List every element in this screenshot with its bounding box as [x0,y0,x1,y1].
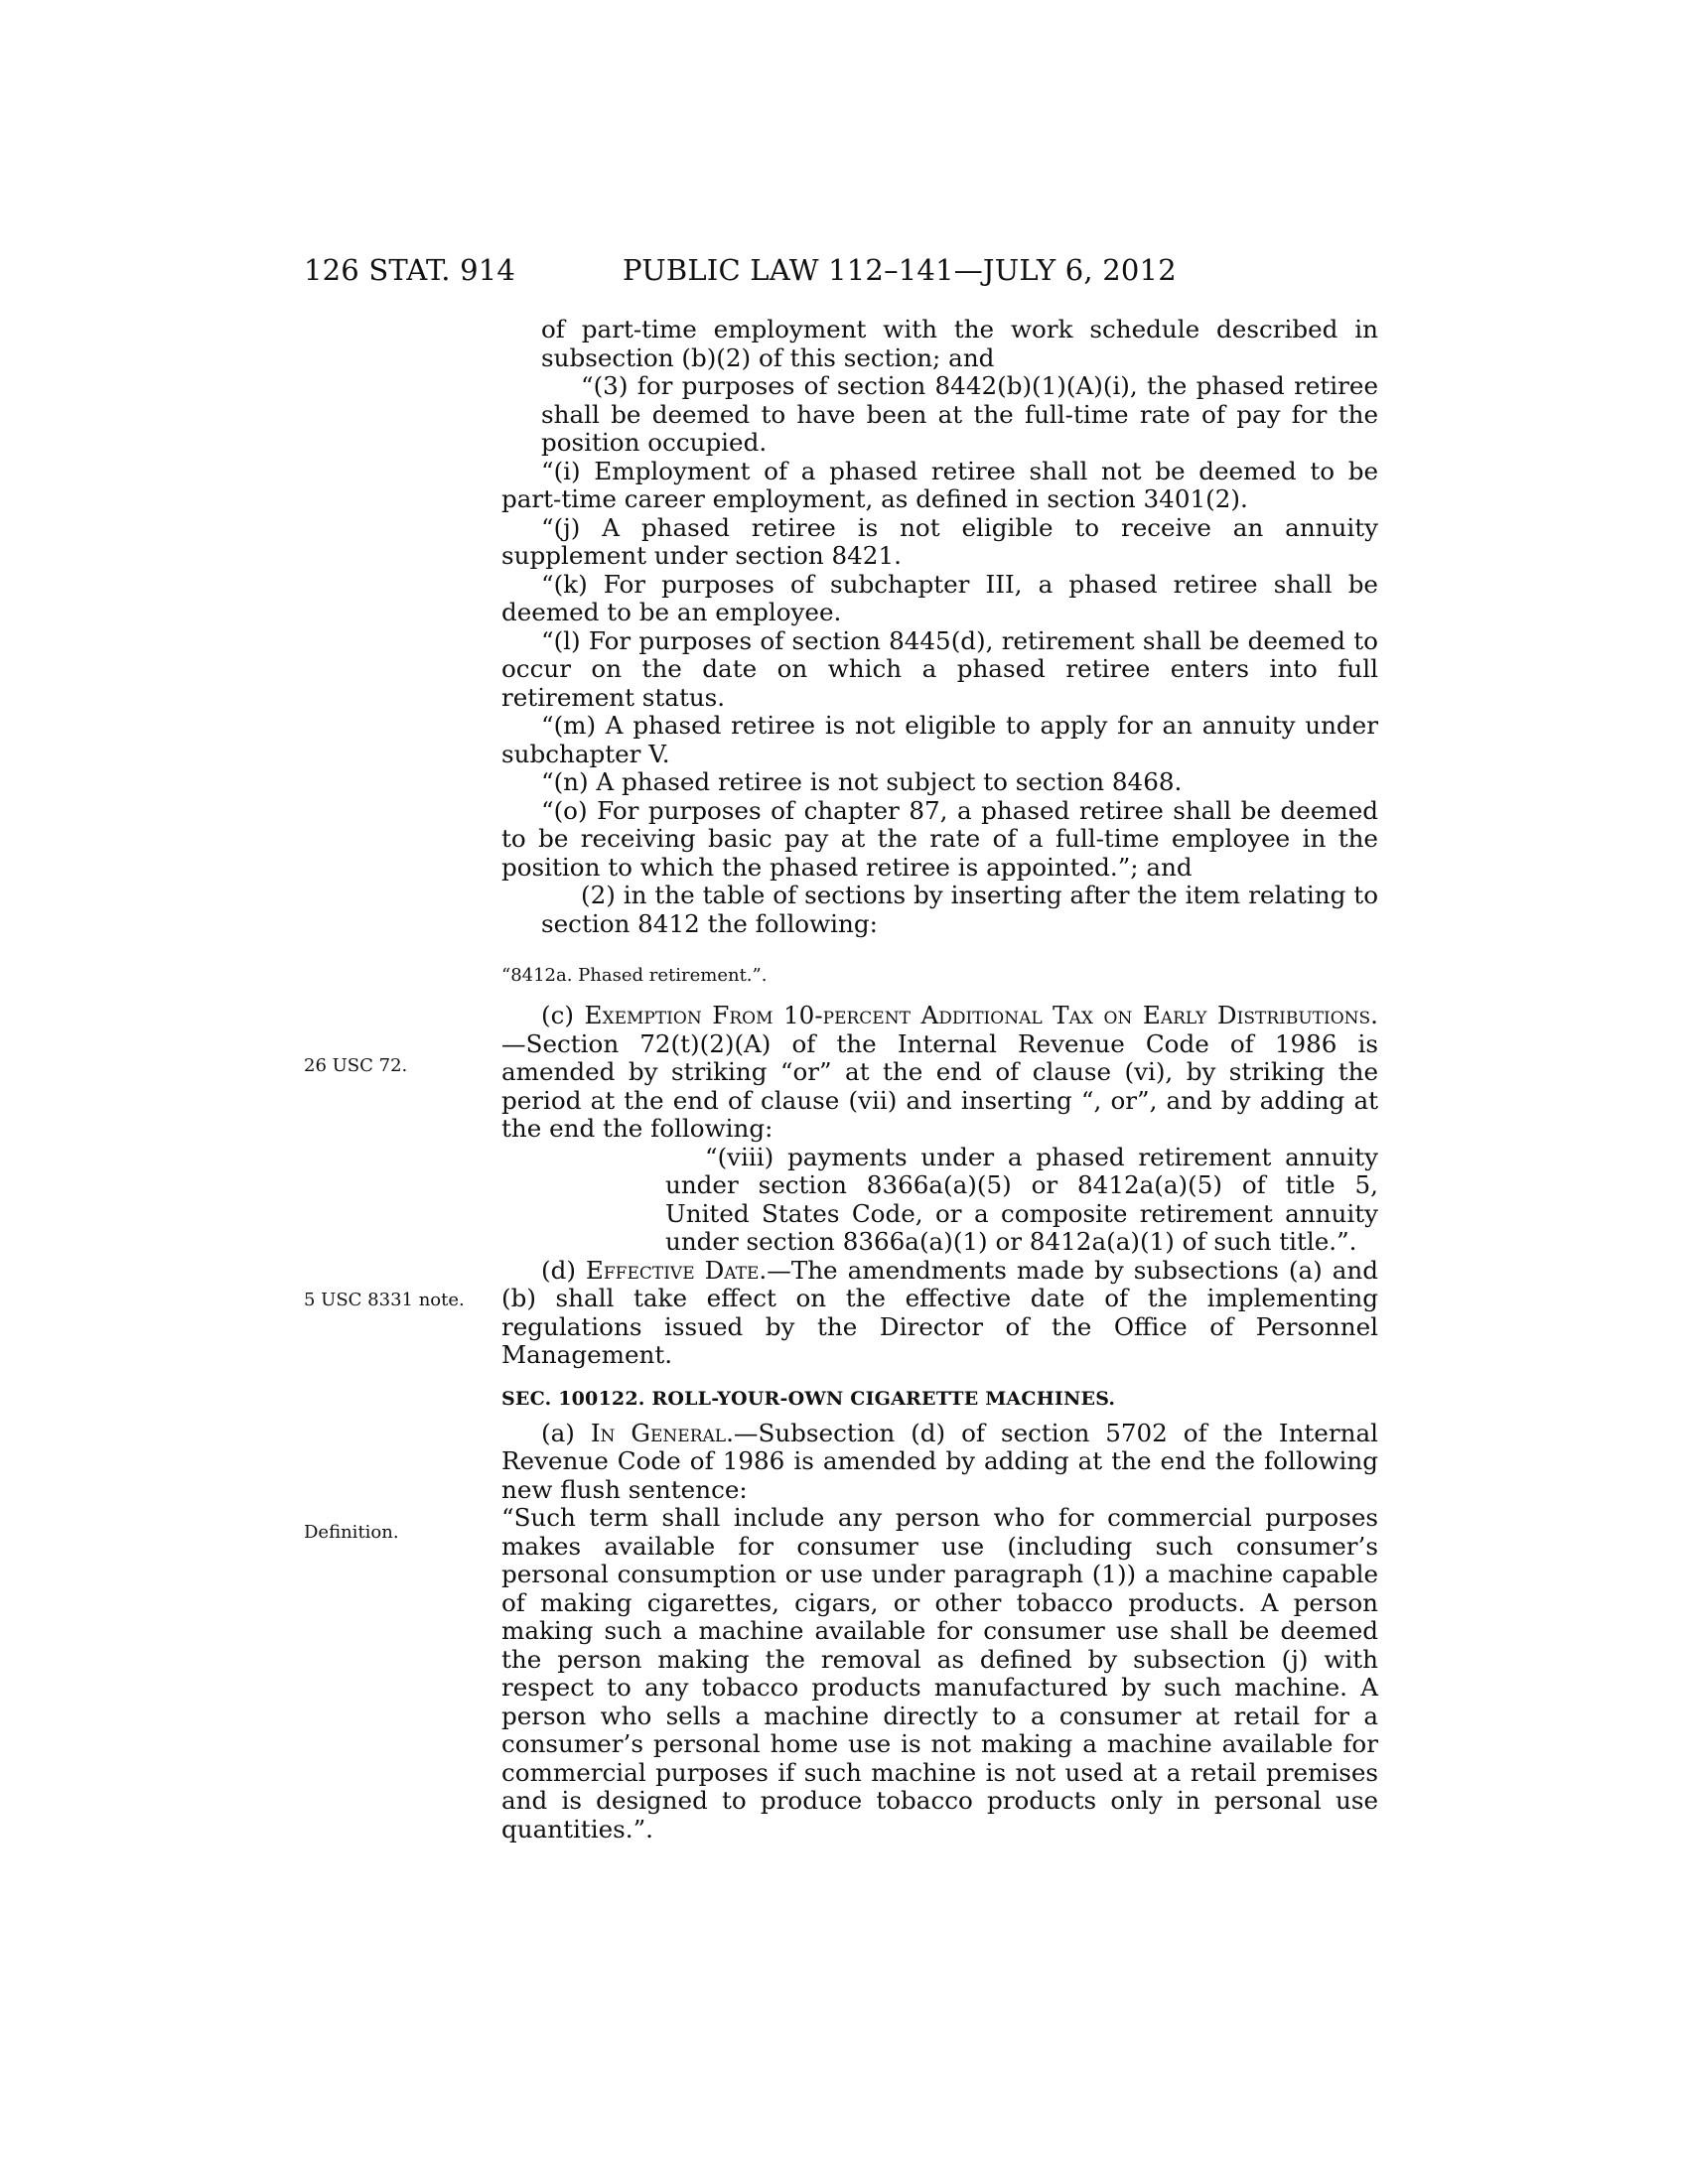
subsection-c-text: .—Section 72(t)(2)(A) of the Internal Revenue Code of 1986 is amended by striking “or” at the end of clause (vi), by striking the period at the end of clause (vii) and inserting “, or”, and by adding at the end the following: [501,1001,1378,1143]
paragraph-viii-quoted-clause: “(viii) payments under a phased retirement annuity under section 8366a(a)(5) or 8412a(a)(5) of title 5, United States Code, or a composite retirement annuity under section 8366a(a)(1) or 8412a(a)(1) of such title.”. [665,1142,1378,1256]
margin-note-definition: Definition. [304,1522,399,1543]
table-of-sections-entry: “8412a. Phased retirement.”. [501,965,768,986]
subsection-c-label: (c) [541,1001,585,1029]
paragraph-c-exemption [501,1002,1378,1144]
subsection-d-text: .—The amendments made by subsections (a) and (b) shall take effect on the effective date of the implementing regulations issued by the Director of the Office of Personnel Management. [501,1255,1378,1369]
paragraph-2-table-of-sections: (2) in the table of sections by inserting after the item relating to section 8412 the following: [541,881,1378,938]
paragraph-k-subchapter-iii: “(k) For purposes of subchapter III, a phased retiree shall be deemed to be an employee. [501,569,1378,626]
paragraph-l-retirement-date: “(l) For purposes of section 8445(d), retirement shall be deemed to occur on the date on which a phased retiree enters into full retirement status. [501,625,1378,712]
paragraph-o-chapter-87: “(o) For purposes of chapter 87, a phased retiree shall be deemed to be receiving basic pay at the rate of a full-time employee in the position to which the phased retiree is appointed.”; and [501,795,1378,882]
subsection-c-heading: Exemption From 10-percent Additional Tax on Early Distributions [584,1001,1371,1029]
paragraph-flush-sentence: “Such term shall include any person who for commercial purposes makes available for consumer use (including such consumer’s personal consumption or use under paragraph (1)) a machine capable of making cigarettes, cigars, or other tobacco products. A person making such a machine available for consumer use shall be deemed the person making the removal as defined by subsection (j) with respect to any tobacco products manufactured by such machine. A person who sells a machine directly to a consumer at retail for a consumer’s personal home use is not making a machine available for commercial purposes if such machine is not used at a retail premises and is designed to produce tobacco products only in personal use quantities.”. [501,1503,1378,1843]
subsection-a-heading: In General [590,1418,727,1447]
subsection-a-label: (a) [541,1418,591,1447]
margin-note-26-usc-72: 26 USC 72. [304,1055,408,1076]
paragraph-d-effective-date [501,1257,1378,1370]
running-header [0,250,1688,290]
paragraph-m-subchapter-v: “(m) A phased retiree is not eligible to apply for an annuity under subchapter V. [501,711,1378,768]
public-law-title: PUBLIC LAW 112–141—JULY 6, 2012 [623,253,1177,287]
paragraph-j-annuity-supplement: “(j) A phased retiree is not eligible to receive an annuity supplement under section 8421. [501,512,1378,570]
subsection-d-label: (d) [541,1255,586,1285]
margin-note-5-usc-8331: 5 USC 8331 note. [304,1290,465,1310]
paragraph-i-employment: “(i) Employment of a phased retiree shall not be deemed to be part-time career employment, as defined in section 3401(2). [501,456,1378,513]
paragraph-3-full-time-rate: “(3) for purposes of section 8442(b)(1)(A)(i), the phased retiree shall be deemed to have been at the full-time rate of pay for the position occupied. [541,371,1378,457]
paragraph-n-section-8468: “(n) A phased retiree is not subject to section 8468. [541,767,1183,796]
subsection-a-text: .—Subsection (d) of section 5702 of the Internal Revenue Code of 1986 is amended by adding at the end the following new flush sentence: [501,1418,1378,1504]
paragraph-a-in-general [501,1420,1378,1505]
statute-page-number: 126 STAT. 914 [304,253,516,287]
paragraph-part-time-continuation: of part-time employment with the work schedule described in subsection (b)(2) of this section; and [541,315,1378,372]
subsection-d-heading: Effective Date [585,1255,760,1285]
document-body [501,316,1378,1843]
section-heading: SEC. 100122. ROLL-YOUR-OWN CIGARETTE MACHINES. [501,1387,1116,1410]
